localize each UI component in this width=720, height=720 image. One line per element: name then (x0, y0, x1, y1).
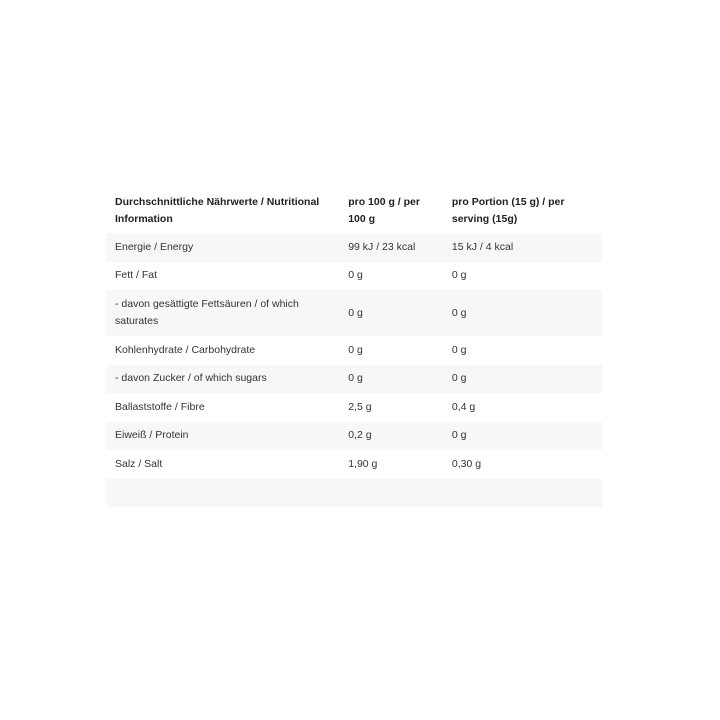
nutrient-name: Kohlenhydrate / Carbohydrate (115, 343, 256, 356)
table-body (106, 233, 602, 507)
value-per-portion: 0 g (451, 269, 467, 282)
value-per-100g: 2,5 g (348, 400, 372, 413)
table-row (106, 450, 602, 479)
table-row (106, 393, 602, 422)
value-per-portion: 0,30 g (451, 457, 482, 470)
value-per-100g: 0 g (348, 306, 363, 319)
nutrient-name: - davon gesättigte Fettsäuren / of which saturates (115, 298, 299, 327)
value-per-100g: 0 g (348, 343, 363, 356)
table-row (106, 262, 602, 291)
column-header-per-portion: pro Portion (15 g) / per serving (15g) (451, 196, 565, 225)
value-per-100g: 1,90 g (348, 457, 378, 470)
empty-cell (106, 479, 339, 508)
table-row (106, 290, 602, 336)
value-per-portion: 0,4 g (451, 400, 476, 413)
value-per-portion: 0 g (451, 343, 467, 356)
nutrient-name: Salz / Salt (115, 457, 163, 470)
header-row (106, 189, 602, 233)
column-header-nutrient: Durchschnittliche Nährwerte / Nutritional Information (115, 196, 320, 225)
value-per-portion: 0 g (451, 372, 467, 385)
table-row (106, 233, 602, 262)
table-header (106, 189, 602, 233)
table-row (106, 365, 602, 394)
nutrient-name: Ballaststoffe / Fibre (115, 400, 205, 413)
value-per-100g: 99 kJ / 23 kcal (348, 240, 416, 253)
value-per-portion: 0 g (451, 306, 467, 319)
table-row (106, 336, 602, 365)
nutrient-name: Eiweiß / Protein (115, 429, 189, 442)
empty-row (106, 479, 602, 508)
value-per-100g: 0 g (348, 372, 363, 385)
empty-cell (339, 479, 443, 508)
nutrition-table (106, 189, 602, 507)
empty-cell (443, 479, 602, 508)
nutrient-name: - davon Zucker / of which sugars (115, 372, 267, 385)
nutrient-name: Fett / Fat (115, 269, 158, 282)
nutrient-name: Energie / Energy (115, 240, 194, 253)
table-row (106, 422, 602, 451)
value-per-100g: 0 g (348, 269, 363, 282)
value-per-portion: 15 kJ / 4 kcal (451, 240, 514, 253)
value-per-100g: 0,2 g (348, 429, 372, 442)
value-per-portion: 0 g (451, 429, 467, 442)
column-header-per-100g: pro 100 g / per 100 g (348, 196, 420, 225)
